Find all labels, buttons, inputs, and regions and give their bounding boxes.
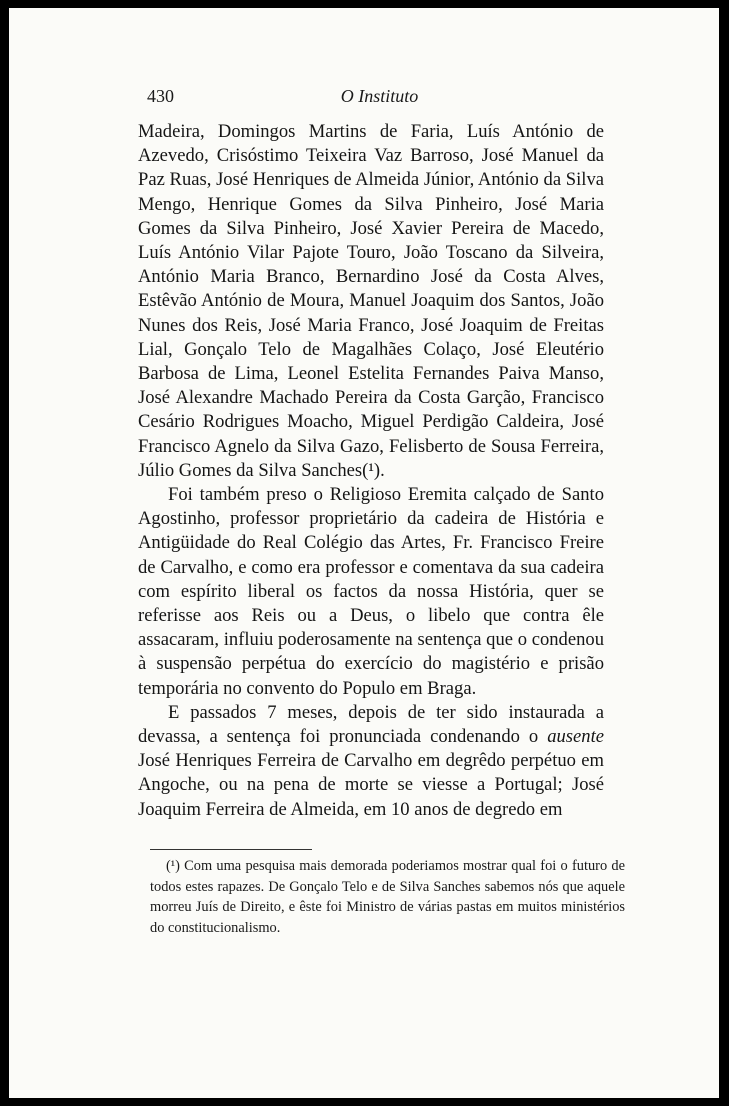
paragraph-name-list <box>138 120 604 483</box>
italic-word: ausente <box>547 726 604 748</box>
paragraph-francisco-freire: Foi também preso o Religioso Eremita calçado de Santo Agostinho, professor proprietário da cadeira de História e Antigüidade do Real Colégio das Artes, Fr. Francisco Freire de Carvalho, e como era professor e comentava da sua cadeira com espírito liberal os factos da nossa História, quer se referisse aos Reis ou a Deus, o libelo que contra êle assacaram, influiu poderosamente na sentença que o condenou à suspensão perpétua do exercício do magistério e prisão temporária no convento do Populo em Braga. <box>138 484 604 699</box>
footnote-text: Com uma pesquisa mais demorada poderiamos mostrar qual foi o futuro de todos estes rapazes. De Gonçalo Telo e de Silva Sanches sabemos nós que aquele morreu Juís de Direito, e êste foi Ministro de várias pastas em muitos ministérios do constitucionalismo. <box>150 858 625 936</box>
page-number: 430 <box>147 86 174 106</box>
running-title: O Instituto <box>340 86 419 106</box>
page-header <box>147 86 612 110</box>
footnote-reference: (¹). <box>362 459 385 481</box>
paragraph-text: Madeira, Domingos Martins de Faria, Luís António de Azevedo, Crisóstimo Teixeira Vaz Barroso, José Manuel da Paz Ruas, José Henriques de Almeida Júnior, António da Silva Mengo, Henrique Gomes da Silva Pinheiro, José Maria Gomes da Silva Pinheiro, José Xavier Pereira de Macedo, Luís António Vilar Pajote Touro, João Toscano da Silveira, António Maria Branco, Bernardino José da Costa Alves, Estêvão António de Moura, Manuel Joaquim dos Santos, João Nunes dos Reis, José Maria Franco, José Joaquim de Freitas Lial, Gonçalo Telo de Magalhães Colaço, José Eleutério Barbosa de Lima, Leonel Estelita Fernandes Paiva Manso, José Alexandre Machado Pereira da Costa Garção, Francisco Cesário Rodrigues Moacho, Miguel Perdigão Caldeira, José Francisco Agnelo da Silva Gazo, Felisberto de Sousa Ferreira, Júlio Gomes da Silva Sanches <box>138 121 604 481</box>
paragraph-text-start: E passados 7 meses, depois de ter sido instaurada a devassa, a sentença foi pronunciada condenando o <box>138 701 604 748</box>
footnote <box>150 856 625 938</box>
footnote-marker: (¹) <box>166 858 180 874</box>
paragraph-sentence <box>138 701 604 822</box>
footnote-divider <box>150 849 312 850</box>
body-text <box>138 120 604 822</box>
paragraph-text-end: José Henriques Ferreira de Carvalho em degrêdo perpétuo em Angoche, ou na pena de morte se viesse a Portugal; José Joaquim Ferreira de Almeida, em 10 anos de degredo em <box>138 750 604 820</box>
